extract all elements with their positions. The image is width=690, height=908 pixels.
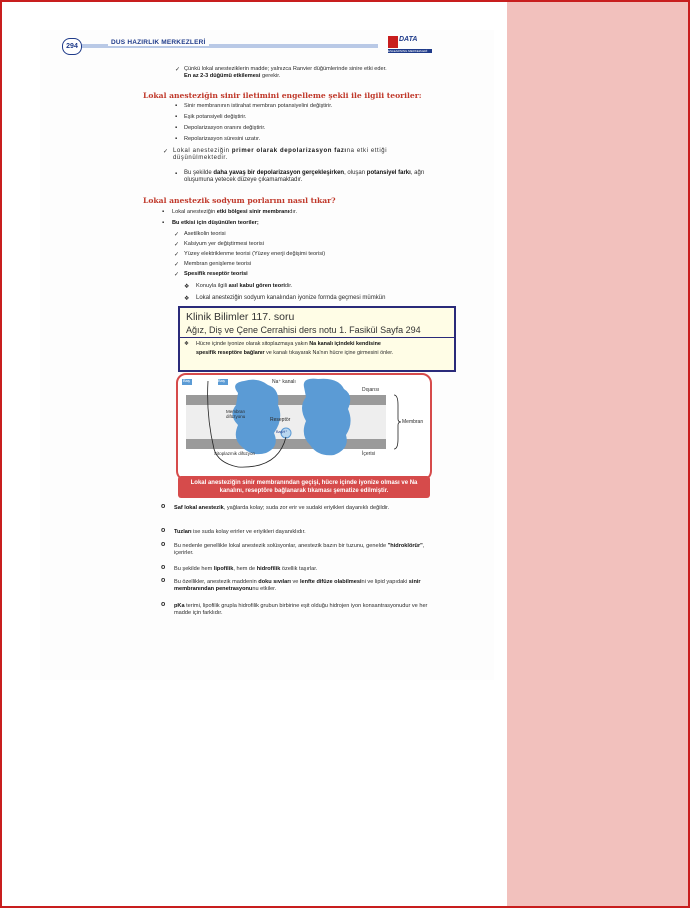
page-number: 294 bbox=[62, 38, 82, 55]
receptor-note: Hücre içinde iyonize olarak sitoplazmaya yakın Na kanalı içindeki kendisine spesifik reseptöre bağlanır ve kanalı tıkayarak Na'nın hücre içine girmesini önler. bbox=[196, 341, 394, 356]
annotation-box bbox=[178, 306, 456, 372]
diamond-icon: ❖ bbox=[184, 296, 190, 302]
property-item: Bu özellikler, anestezik maddenin doku sıvıları ve lenfte difüze olabilmesini ve lipid yapıdaki sinir membranından penetrasyonunu etkiler. bbox=[174, 579, 421, 593]
bullet-icon: ▪ bbox=[175, 103, 178, 109]
circle-bullet: o bbox=[161, 541, 166, 548]
inside-label: İçerisi bbox=[362, 451, 376, 457]
bullet-icon: ▪ bbox=[175, 136, 178, 142]
side-panel bbox=[507, 2, 688, 906]
theories-intro: Bu etkisi için düşünülen teoriler; bbox=[172, 220, 259, 226]
base-label: Baş bbox=[218, 378, 225, 383]
diamond-icon: ❖ bbox=[184, 284, 190, 290]
check-icon: ✓ bbox=[174, 272, 180, 278]
membrane-diffusion-label: Membran difüzyonu bbox=[226, 409, 246, 419]
membrane-brace bbox=[394, 395, 401, 449]
annotation-title: Klinik Bilimler 117. soru bbox=[186, 311, 295, 323]
bullet-icon: ▪ bbox=[162, 209, 165, 215]
check-icon: ✓ bbox=[174, 242, 180, 248]
list-item: Kalsiyum yer değiştirmesi teorisi bbox=[184, 241, 264, 247]
depolarization-note: Bu şekilde daha yavaş bir depolarizasyon gerçekleşirken, oluşan potansiyel farkı, ağrı oluşumuna yetecek düzeye çıkamamaktadır. bbox=[184, 170, 425, 184]
annotation-source: Ağız, Diş ve Çene Cerrahisi ders notu 1. Fasikül Sayfa 294 bbox=[186, 325, 421, 335]
list-item: Yüzey elektriklenme teorisi (Yüzey enerji değişimi teorisi) bbox=[184, 251, 326, 257]
property-item: pKa terimi, lipofilik grupla hidrofilik grubun birbirine eşit olduğu hidrojen iyon konsantrasyonudur ve her madde için farklıdır. bbox=[174, 603, 428, 617]
list-item: Sinir membranının istirahat membran potansiyelini değiştirir. bbox=[184, 103, 333, 109]
logo-mark bbox=[388, 36, 398, 48]
base-label: Baş bbox=[183, 378, 190, 383]
list-item: Repolarizasyon süresini uzatır. bbox=[184, 136, 261, 142]
accepted-theory: Konuyla ilgili asıl kabul gören teoridir. bbox=[196, 283, 293, 289]
circle-bullet: o bbox=[161, 527, 166, 534]
diamond-icon: ❖ bbox=[184, 341, 189, 347]
bullet-icon: ▪ bbox=[175, 114, 178, 120]
membrane-bottom bbox=[186, 439, 386, 449]
effect-site: Lokal anesteziğin etki bölgesi sinir membranıdır. bbox=[172, 209, 298, 215]
list-item: Spesifik reseptör teorisi bbox=[184, 271, 248, 277]
section-heading: Lokal anestezik sodyum porlarını nasıl tıkar? bbox=[143, 196, 336, 205]
primer-note: Lokal anesteziğin primer olarak depolarizasyon fazına etki ettiği düşünülmektedir. bbox=[173, 148, 388, 162]
bullet-icon: ▪ bbox=[162, 220, 165, 226]
channel-protein-right bbox=[302, 379, 351, 456]
circle-bullet: o bbox=[161, 564, 166, 571]
figure-frame bbox=[176, 373, 432, 481]
annotation-divider bbox=[180, 337, 454, 338]
logo-sub: ESLEARNING MERKEZLERİ bbox=[388, 49, 432, 53]
figure-caption: Lokal anesteziğin sinir membranından geçişi, hücre içinde iyonize olması ve Na kanalını, reseptöre bağlanarak tıkaması şematize edilmiştir. bbox=[178, 476, 430, 498]
list-item: Depolarizasyon oranını değiştirir. bbox=[184, 125, 266, 131]
list-item: Asetilkolin teorisi bbox=[184, 231, 226, 237]
property-item: Saf lokal anestezik, yağlarda kolay; suda zor erir ve sudaki eriyikleri dayanıklı değildir. bbox=[174, 505, 390, 511]
header-title: DUS HAZIRLIK MERKEZLERİ bbox=[108, 39, 209, 46]
sodium-channel-note: Lokal anesteziğin sodyum kanalından iyonize formda geçmesi mümkün bbox=[196, 295, 386, 301]
bullet-icon: ▪ bbox=[175, 171, 178, 177]
logo-text: DATA bbox=[399, 36, 418, 43]
property-item: Bu nedenle genellikle lokal anestezik solüsyonlar, anestezik bazın bir tuzunu, genelde "hidroklörür", içerirler. bbox=[174, 543, 425, 557]
page-header bbox=[62, 36, 434, 53]
list-item: Eşik potansiyeli değiştirir. bbox=[184, 114, 247, 120]
property-item: Tuzları ise suda kolay erirler ve eriyikleri dayanıklıdır. bbox=[174, 529, 306, 535]
circle-bullet: o bbox=[161, 577, 166, 584]
baseh-label: BaşH⁺ bbox=[276, 430, 288, 434]
check-icon: ✓ bbox=[174, 232, 180, 238]
check-icon: ✓ bbox=[175, 67, 181, 73]
circle-bullet: o bbox=[161, 503, 166, 510]
logo bbox=[388, 36, 432, 55]
intro-text: Çünkü lokal anesteziklerin madde; yalnızca Ranvier düğümlerinde sinire etki eder. En az 2-3 düğümü etkilemesi gerekir. bbox=[184, 66, 387, 80]
circle-bullet: o bbox=[161, 601, 166, 608]
section-heading: Lokal anesteziğin sinir iletimini engelleme şekli ile ilgili teoriler: bbox=[143, 91, 422, 100]
channel-diagram bbox=[178, 375, 430, 479]
check-icon: ✓ bbox=[174, 262, 180, 268]
bullet-icon: ▪ bbox=[175, 125, 178, 131]
receptor-label: Reseptör bbox=[270, 417, 291, 423]
membrane-label: Membran bbox=[402, 419, 424, 425]
check-icon: ✓ bbox=[174, 252, 180, 258]
channel-label: Na⁺ kanalı bbox=[272, 379, 296, 385]
check-icon: ✓ bbox=[163, 149, 169, 155]
membrane-top bbox=[186, 395, 386, 405]
cyto-diffusion-label: Sitoplazmik difüzyon bbox=[214, 451, 256, 456]
property-item: Bu şekilde hem lipofilik, hem de hidrofilik özellik taşırlar. bbox=[174, 566, 318, 572]
outside-label: Dışarısı bbox=[362, 387, 380, 393]
list-item: Membran genişleme teorisi bbox=[184, 261, 252, 267]
